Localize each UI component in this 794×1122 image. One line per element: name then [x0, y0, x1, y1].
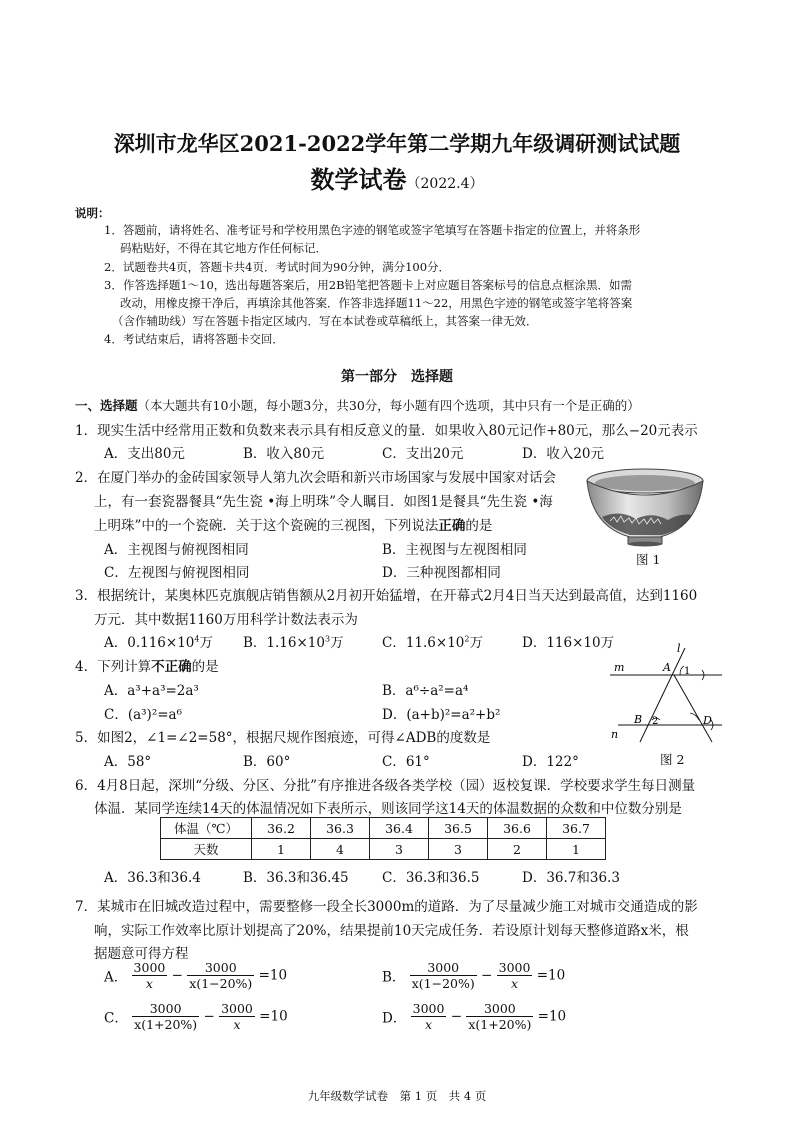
denominator: x(1−20%): [189, 976, 253, 991]
q3-option-d: D．116×10万: [522, 635, 615, 651]
q1-option-c: C．支出20元: [382, 446, 464, 462]
q5-option-c: C．61°: [382, 754, 430, 770]
q3-c-unit: 万: [469, 635, 483, 651]
q7-option-d: [382, 1001, 566, 1032]
q2-option-d: D．三种视图都相同: [382, 565, 501, 581]
fraction: [219, 1001, 255, 1032]
equals-ten: =10: [258, 967, 288, 984]
q2-option-c: C．左视图与俯视图相同: [104, 565, 250, 581]
option-label: C．: [104, 1010, 128, 1027]
table-cell: 1: [547, 839, 606, 860]
q6-option-d: D．36.7和36.3: [522, 870, 620, 886]
label-d: D: [703, 714, 712, 727]
option-label: B．: [382, 969, 406, 986]
note-line-1: 1．答题前，请将姓名、准考证号和学校用黑色字迹的钢笔或签字笔填写在答题卡指定的位置上，并将条形: [104, 223, 641, 237]
table-cell: 36.7: [547, 818, 606, 839]
q2-stem-3c: 的是: [465, 518, 493, 534]
option-label: D．: [382, 1010, 407, 1027]
section-heading: [75, 396, 640, 414]
q3-option-b: [243, 631, 344, 651]
table-row: [161, 839, 606, 860]
table-header-days: 天数: [161, 839, 252, 860]
denominator: x: [425, 1017, 433, 1032]
q1-option-d: D．收入20元: [522, 446, 605, 462]
q5-stem: 5．如图2，∠1=∠2=58°，根据尺规作图痕迹，可得∠ADB的度数是: [75, 730, 491, 746]
q3-option-a: [104, 631, 213, 651]
q7-option-a: [104, 960, 287, 991]
line-ad: [674, 675, 712, 742]
q6-stem-2: 体温．某同学连续14天的体温情况如下表所示，则该同学这14天的体温数据的众数和中位数分别是: [94, 801, 682, 817]
q5-option-a: A．58°: [104, 754, 152, 770]
fraction: [132, 960, 168, 991]
q2-stem-1: 2．在厦门举办的金砖国家领导人第九次会晤和新兴市场国家与发展中国家对话会: [75, 470, 557, 486]
q2-stem-2: 上，有一套瓷器餐具“先生瓷 •海上明珠”令人瞩目．如图1是餐具“先生瓷 •海: [94, 494, 553, 510]
q6-stem-1: 6．4月8日起，深圳“分级、分区、分批”有序推进各级各类学校（园）返校复课．学校要求学生每日测量: [75, 778, 696, 794]
q3-a-exp: 4: [194, 634, 200, 644]
table-cell: 36.3: [311, 818, 370, 839]
section-desc: （本大题共有10小题，每小题3分，共30分，每小题有四个选项，其中只有一个是正确的）: [137, 398, 640, 413]
numerator: 3000: [221, 1001, 253, 1016]
q1-option-a: A．支出80元: [104, 446, 185, 462]
q4-keyword: 不正确: [151, 659, 192, 675]
note-line-7: 4．考试结束后，请将答题卡交回．: [104, 332, 284, 346]
fraction: [410, 960, 477, 991]
q4-stem-c: 的是: [191, 659, 219, 675]
note-line-4: 3．作答选择题1～10，选出每题答案后，用2B铅笔把答题卡上对应题目答案标号的信息点框涂黑．如需: [104, 278, 633, 292]
notes-label: 说明：: [75, 206, 110, 220]
q6-option-b: B．36.3和36.45: [243, 870, 349, 886]
numerator: 3000: [133, 960, 166, 975]
q4-option-d: D．(a+b)²=a²+b²: [382, 707, 501, 723]
table-row: [161, 818, 606, 839]
q3-a-base: A．0.116×10: [104, 635, 195, 651]
q3-a-unit: 万: [199, 635, 213, 651]
denominator: x(1+20%): [468, 1017, 532, 1032]
temperature-table: [160, 817, 606, 860]
minus-sign: −: [203, 1008, 215, 1025]
q4-option-c: C．(a³)²=a⁶: [104, 707, 183, 723]
page-footer: 九年级数学试卷 第 1 页 共 4 页: [307, 1089, 487, 1103]
numerator: 3000: [410, 960, 477, 976]
table-cell: 3: [370, 839, 429, 860]
table-cell: 36.6: [488, 818, 547, 839]
label-m: m: [614, 661, 625, 674]
q3-stem-1: 3．根据统计，某奥林匹克旗舰店销售额从2月初开始猛增，在开幕式2月4日当天达到最高值，达到1160: [75, 588, 698, 604]
denominator: x(1+20%): [134, 1017, 198, 1032]
note-line-2: 码粘贴好，不得在其它地方作任何标记．: [120, 241, 327, 255]
table-cell: 4: [311, 839, 370, 860]
numerator: 3000: [132, 1001, 199, 1017]
section-head: 一、选择题: [75, 398, 138, 413]
label-a: A: [663, 661, 671, 674]
q1-stem: 1．现实生活中经常用正数和负数来表示具有相反意义的量．如果收入80元记作+80元，那么−20元表示: [75, 423, 698, 439]
q7-option-c: [104, 1001, 288, 1032]
table-cell: 36.2: [252, 818, 311, 839]
q5-option-b: B．60°: [243, 754, 291, 770]
q3-c-base: C．11.6×10: [382, 635, 465, 651]
q7-stem-1: 7．某城市在旧城改造过程中，需要整修一段全长3000m的道路．为了尽量减少施工对城市交通造成的影: [75, 899, 698, 915]
minus-sign: −: [450, 1008, 463, 1025]
exam-title: 深圳市龙华区2021-2022学年第二学期九年级调研测试试题: [113, 131, 681, 156]
minus-sign: −: [481, 967, 493, 984]
label-angle-1: 1: [684, 666, 691, 677]
denominator: x: [233, 1017, 241, 1032]
fraction: [466, 1001, 533, 1032]
label-b: B: [634, 713, 643, 726]
q2-stem-3: [94, 514, 492, 534]
equals-ten: =10: [537, 1008, 567, 1025]
table-header-temp: 体温（℃）: [161, 818, 252, 839]
numerator: 3000: [498, 960, 531, 975]
q3-b-unit: 万: [330, 635, 344, 651]
table-cell: 36.4: [370, 818, 429, 839]
geometry-figure: [600, 640, 730, 755]
q3-stem-2: 万元．其中数据1160万用科学计数法表示为: [94, 612, 358, 628]
figure2-caption: 图 2: [660, 752, 685, 767]
table-cell: 36.5: [429, 818, 488, 839]
figure1-caption: 图 1: [636, 552, 661, 567]
denominator: x: [145, 976, 153, 991]
q3-b-base: B．1.16×10: [243, 635, 325, 651]
q2-option-a: A．主视图与俯视图相同: [104, 542, 249, 558]
fraction: [411, 1001, 447, 1032]
q6-option-a: A．36.3和36.4: [104, 870, 201, 886]
q1-option-b: B．收入80元: [243, 446, 325, 462]
bowl-figure: [580, 465, 710, 555]
label-angle-2: 2: [652, 716, 659, 727]
note-line-3: 2．试题卷共4页，答题卡共4页．考试时间为90分钟，满分100分．: [104, 260, 451, 274]
q7-stem-2: 响，实际工作效率比原计划提高了20%，结果提前10天完成任务．若设原计划每天整修道路x米，根: [94, 923, 689, 939]
table-cell: 3: [429, 839, 488, 860]
table-cell: 2: [488, 839, 547, 860]
denominator: x(1−20%): [411, 976, 475, 991]
q2-option-b: B．主视图与左视图相同: [382, 542, 527, 558]
label-l: l: [677, 642, 681, 655]
q3-c-exp: 2: [464, 634, 470, 644]
exam-subtitle: [0, 160, 794, 195]
fraction: [187, 960, 254, 991]
part-title: 第一部分 选择题: [341, 369, 453, 385]
fraction: [497, 960, 533, 991]
option-label: A．: [104, 969, 128, 986]
note-line-5: 改动，用橡皮擦干净后，再填涂其他答案．作答非选择题11～22，用黑色字迹的钢笔或签字笔将答案: [120, 296, 633, 310]
q2-keyword: 正确: [438, 518, 466, 534]
q4-stem-a: 4．下列计算: [75, 659, 152, 675]
numerator: 3000: [466, 1001, 533, 1017]
label-n: n: [611, 728, 619, 741]
q5-option-d: D．122°: [522, 754, 579, 770]
minus-sign: −: [171, 967, 183, 984]
q7-stem-3: 据题意可得方程: [94, 946, 189, 962]
q4-stem: [75, 655, 219, 675]
q7-option-b: [382, 960, 565, 991]
q3-option-c: [382, 631, 483, 651]
table-cell: 1: [252, 839, 311, 860]
denominator: x: [511, 976, 519, 991]
q2-stem-3a: 上明珠”中的一个瓷碗．关于这个瓷碗的三视图，下列说法: [94, 518, 439, 534]
equals-ten: =10: [259, 1008, 288, 1025]
numerator: 3000: [187, 960, 254, 976]
note-line-6: （含作辅助线）写在答题卡指定区域内．写在本试卷或草稿纸上，其答案一律无效．: [112, 314, 538, 328]
numerator: 3000: [412, 1001, 445, 1016]
q6-option-c: C．36.3和36.5: [382, 870, 480, 886]
exam-date: （2022.4）: [406, 176, 484, 192]
q4-option-b: B．a⁶÷a²=a⁴: [382, 683, 469, 699]
q4-option-a: A．a³+a³=2a³: [104, 683, 199, 699]
fraction: [132, 1001, 199, 1032]
q3-b-exp: 3: [324, 634, 331, 644]
equals-ten: =10: [536, 967, 566, 984]
subtitle-text: 数学试卷: [310, 165, 407, 194]
